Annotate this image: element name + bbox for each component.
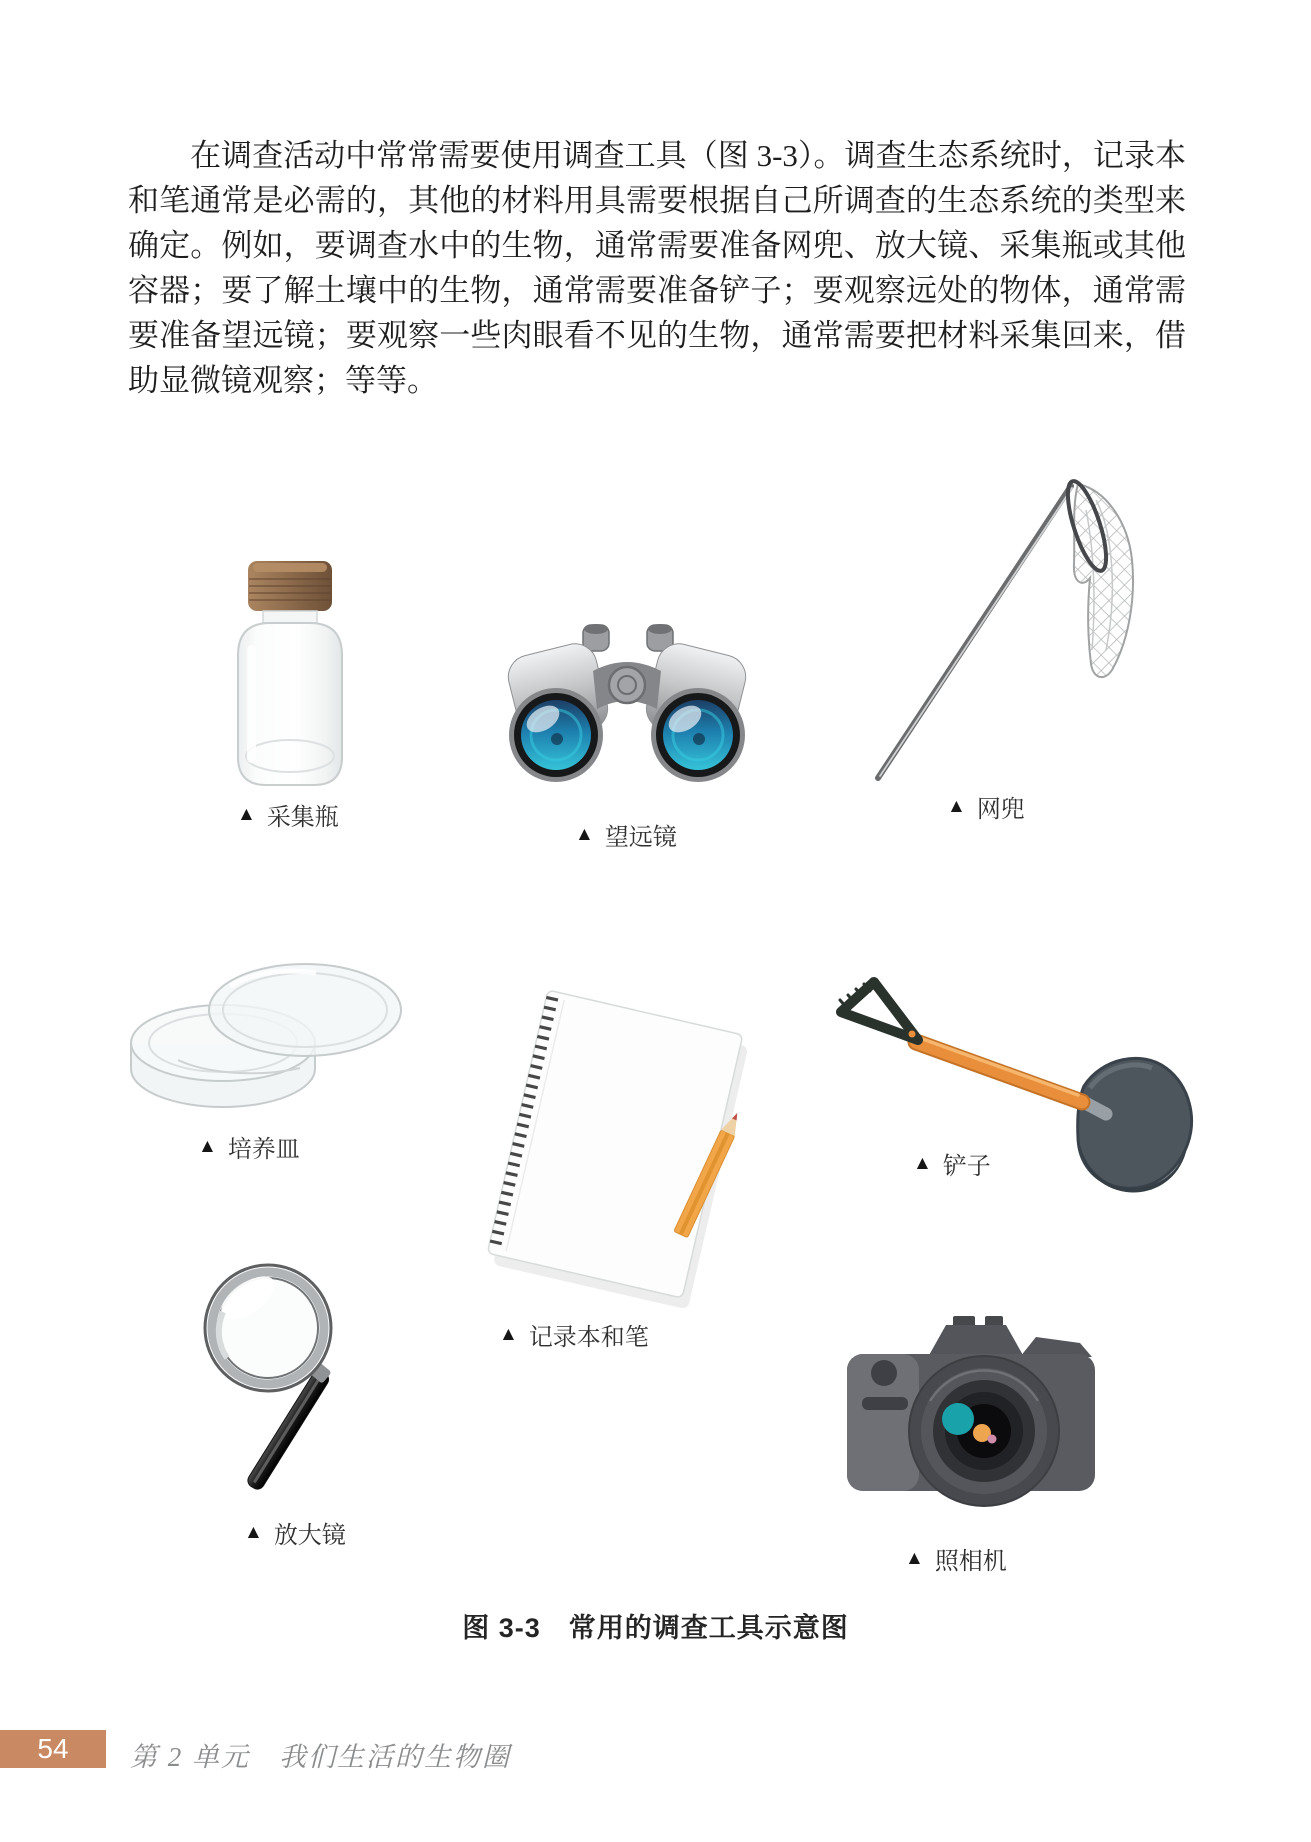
- label-camera: [905, 1541, 1007, 1576]
- page-number-badge: 54: [0, 1730, 106, 1768]
- lens-reflection-teal: [942, 1403, 974, 1435]
- camera-pentaprism: [928, 1325, 1024, 1357]
- shovel-illustration: [828, 976, 1208, 1206]
- figure-item-label: 记录本和笔: [528, 1324, 649, 1351]
- magnifying-glass-illustration: [192, 1260, 407, 1515]
- binoculars-illustration: [497, 623, 757, 791]
- figure-item-label: 网兜: [976, 796, 1025, 823]
- figure-item-label: 铲子: [942, 1153, 991, 1180]
- triangle-marker: ▲: [913, 1153, 932, 1174]
- notebook-and-pencil-illustration: [448, 966, 768, 1326]
- camera-illustration: [840, 1301, 1100, 1513]
- petri-dish-illustration: [118, 958, 413, 1110]
- label-binoculars: [575, 817, 677, 852]
- triangle-marker: ▲: [499, 1324, 518, 1345]
- focus-wheel: [609, 667, 645, 703]
- figure-item-label: 采集瓶: [266, 804, 339, 831]
- label-butterfly-net: [947, 789, 1025, 824]
- binoculars-left-lens: [509, 688, 603, 782]
- magnifier-lens: [205, 1265, 331, 1391]
- figure-item-label: 照相机: [934, 1548, 1007, 1575]
- lens-reflection-pink: [988, 1435, 997, 1444]
- shovel-blade: [1078, 1058, 1192, 1192]
- figure-item-label: 放大镜: [273, 1522, 346, 1549]
- net-mesh: [1074, 484, 1133, 677]
- butterfly-net-illustration: [860, 460, 1140, 790]
- triangle-marker: ▲: [947, 796, 966, 817]
- figure-caption: 图 3-3 常用的调查工具示意图: [462, 1613, 849, 1643]
- label-notebook-and-pen: [499, 1317, 649, 1352]
- body-paragraph: 在调查活动中常常需要使用调查工具（图 3-3）。调查生态系统时，记录本和笔通常是必需的，其他的材料用具需要根据自己所调查的生态系统的类型来确定。例如，要调查水中的生物，通常需要准备网兜、放大镜、采集瓶或其他容器；要了解土壤中的生物，通常需要准备铲子；要观察远处的物体，通常需要准备望远镜；要观察一些肉眼看不见的生物，通常需要把材料采集回来，借助显微镜观察；等等。: [128, 138, 1186, 398]
- triangle-marker: ▲: [905, 1548, 924, 1569]
- label-magnifying-glass: [244, 1515, 346, 1550]
- figure-item-label: 望远镜: [604, 824, 677, 851]
- triangle-marker: ▲: [244, 1522, 263, 1543]
- triangle-marker: ▲: [198, 1136, 217, 1157]
- figure-item-label: 培养皿: [227, 1136, 300, 1163]
- collection-bottle-illustration: [230, 553, 350, 793]
- shovel-d-handle: [840, 979, 918, 1040]
- triangle-marker: ▲: [575, 824, 594, 845]
- binoculars-right-lens: [651, 688, 745, 782]
- camera-lens: [909, 1356, 1059, 1506]
- binoculars-eyepieces: [583, 624, 673, 651]
- triangle-marker: ▲: [237, 804, 256, 825]
- label-petri-dish: [198, 1129, 300, 1164]
- shovel-shaft: [916, 1042, 1082, 1102]
- label-collection-bottle: [237, 797, 339, 832]
- notebook: [485, 990, 751, 1310]
- petri-lid: [209, 964, 401, 1056]
- unit-title: 第 2 单元 我们生活的生物圈: [130, 1742, 511, 1772]
- label-shovel: [913, 1146, 991, 1181]
